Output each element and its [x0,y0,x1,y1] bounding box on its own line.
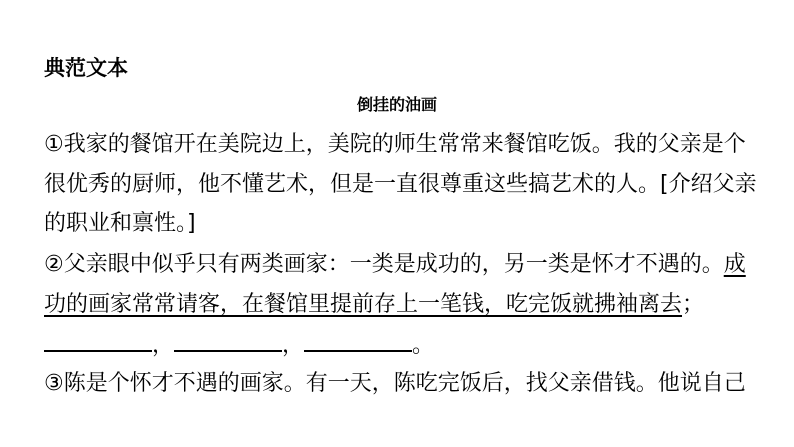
paragraph-line [44,291,704,319]
underlined-text: 成 [723,252,746,277]
essay-title: 倒挂的油画 [356,95,437,114]
fill-in-blanks-line [44,330,434,360]
underlined-text: 功的画家常常请客，在餐馆里提前存上一笔钱，吃完饭就拂袖离去 [44,292,683,317]
paragraph-line [44,251,746,279]
paragraph-line: 很优秀的厨师，他不懂艺术，但是一直很尊重这些搞艺术的人。[介绍父亲 [44,172,757,197]
section-title: 典范文本 [44,56,128,80]
line-text: ②父亲眼中似乎只有两类画家：一类是成功的，另一类是怀才不遇的。 [44,252,724,277]
paragraph-line: 的职业和禀性。] [44,211,196,236]
answer-blank-3[interactable] [304,330,412,352]
paragraph-line: ①我家的餐馆开在美院边上，美院的师生常常来餐馆吃饭。我的父亲是个 [44,132,746,157]
line-end: 。 [412,333,435,358]
line-text: ； [682,292,705,317]
separator: ， [152,333,175,358]
paragraph-line: ③陈是个怀才不遇的画家。有一天，陈吃完饭后，找父亲借钱。他说自己 [44,371,746,396]
separator: ， [282,333,305,358]
answer-blank-1[interactable] [44,330,152,352]
answer-blank-2[interactable] [174,330,282,352]
